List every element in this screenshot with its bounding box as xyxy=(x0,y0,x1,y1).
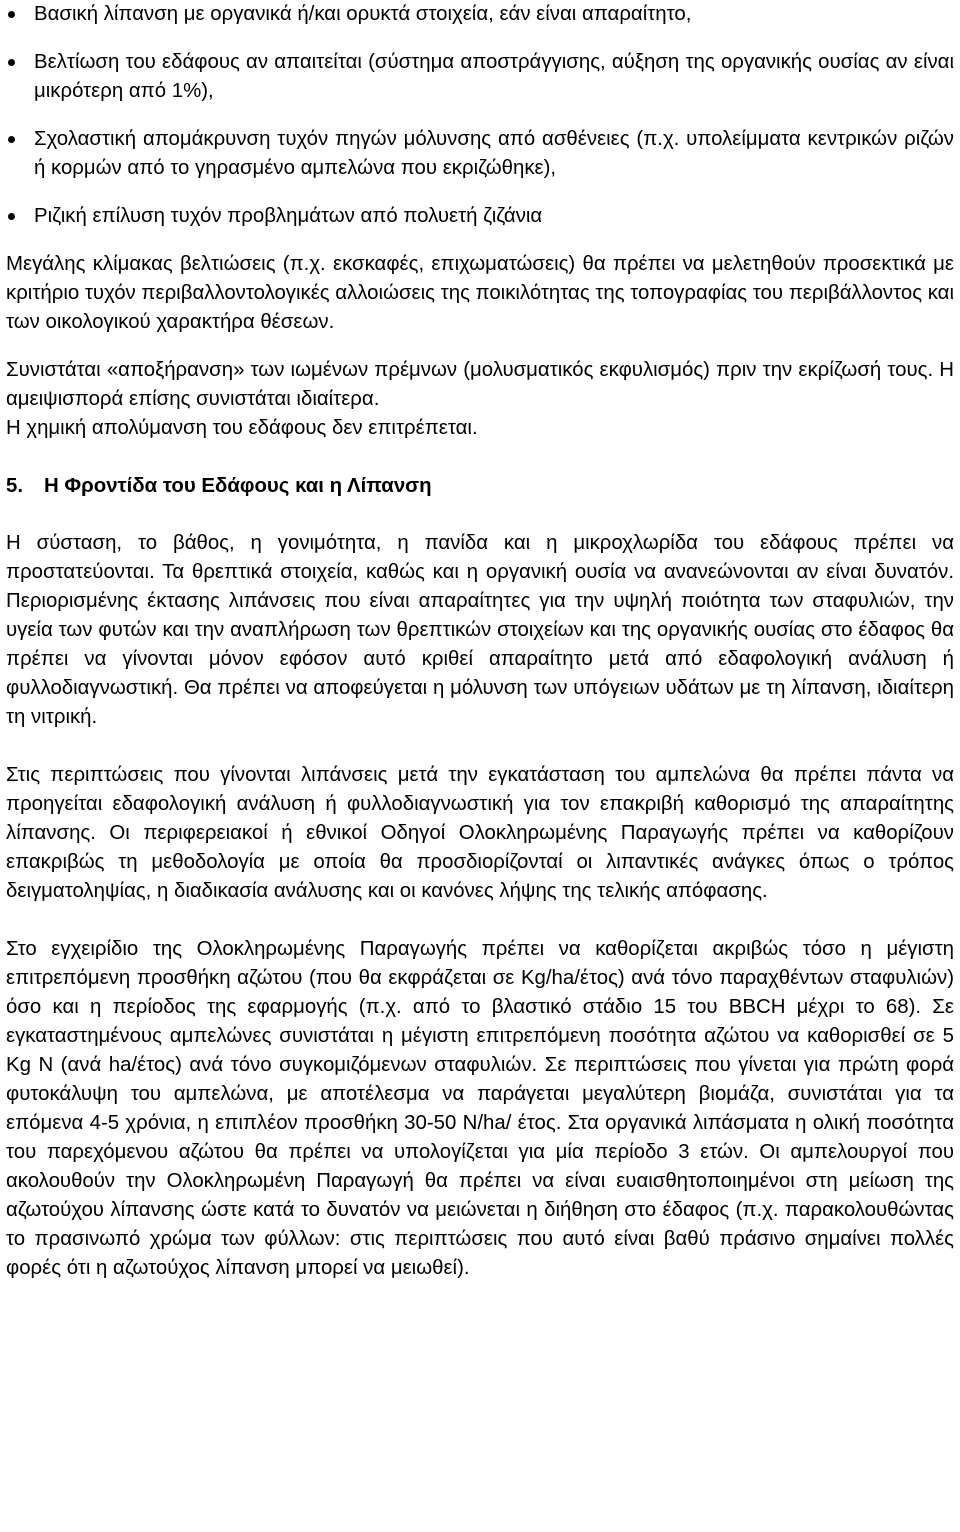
paragraph-line: Η χημική απολύμανση του εδάφους δεν επιτρέπεται. xyxy=(6,417,478,439)
document-page xyxy=(6,0,954,1283)
list-item xyxy=(6,202,954,231)
list-item xyxy=(6,48,954,106)
paragraph-line: Συνιστάται «αποξήρανση» των ιωμένων πρέμνων (μολυσματικός εκφυλισμός) πριν την εκρίζωσή τους. Η αμειψισπορά επίσης συνιστάται ιδιαίτερα. xyxy=(6,359,954,410)
list-item-text: Ριζική επίλυση τυχόν προβλημάτων από πολυετή ζιζάνια xyxy=(34,205,543,227)
list-item-text: Σχολαστική απομάκρυνση τυχόν πηγών μόλυνσης από ασθένειες (π.χ. υπολείμματα κεντρικών ριζών ή κορμών από το γηρασμένο αμπελώνα που εκριζώθηκε), xyxy=(34,128,954,179)
paragraph-large-scale-improvements: Μεγάλης κλίμακας βελτιώσεις (π.χ. εκσκαφές, επιχωματώσεις) θα πρέπει να μελετηθούν προσεκτικά με κριτήριο τυχόν περιβαλλοντολογικές αλλοιώσεις της ποικιλότητας της τοπογραφίας του περιβάλλοντος και των οικολογικού χαρακτήρα θέσεων. xyxy=(6,253,954,333)
paragraph-production-guide: Στο εγχειρίδιο της Ολοκληρωμένης Παραγωγής πρέπει να καθορίζεται ακριβώς τόσο η μέγιστη επιτρεπόμενη προσθήκη αζώτου (που θα εκφράζεται σε Kg/ha/έτος) ανά τόνο παραχθέντων σταφυλιών) όσο και η περίοδος της εφαρμογής (π.χ. από το βλαστικό στάδιο 15 του BBCH μέχρι το 68). Σε εγκαταστημένους αμπελώνες συνιστάται η μέγιστη επιτρεπόμενη ποσότητα αζώτου να καθορισθεί σε 5 Kg N (ανά ha/έτος) ανά τόνο συγκομιζόμενων σταφυλιών. Σε περιπτώσεις που γίνεται για πρώτη φορά φυτοκάλυψη του αμπελώνα, με αποτέλεσμα να παράγεται μεγαλύτερη βιομάζα, συνιστάται για τα επόμενα 4-5 χρόνια, η επιπλέον προσθήκη 30-50 N/ha/ έτος. Στα οργανικά λιπάσματα η ολική ποσότητα του παρεχόμενου αζώτου θα πρέπει να υπολογίζεται για μία περίοδο 3 ετών. Οι αμπελουργοί που ακολουθούν την Ολοκληρωμένη Παραγωγή θα πρέπει να είναι ευαισθητοποιημένοι στη μείωση της αζωτούχου λίπανσης ώστε κατά το δυνατόν να μειώνεται η διήθηση στο έδαφος (π.χ. παρακολουθώντας το πρασινωπό χρώμα των φύλλων: στις περιπτώσεις που αυτό είναι βαθύ πράσινο σημαίνει πολλές φορές ότι η αζωτούχος λίπανση μπορεί να μειωθεί). xyxy=(6,938,954,1279)
section-title: Η Φροντίδα του Εδάφους και η Λίπανση xyxy=(44,475,432,497)
section-heading xyxy=(6,472,954,501)
paragraph-soil-care: Η σύσταση, το βάθος, η γονιμότητα, η πανίδα και η μικροχλωρίδα του εδάφους πρέπει να προστατεύονται. Τα θρεπτικά στοιχεία, καθώς και η οργανική ουσία να ανανεώνονται αν είναι δυνατόν. Περιορισμένης έκτασης λιπάνσεις που είναι απαραίτητες για την υψηλή ποιότητα των σταφυλιών, την υγεία των φυτών και την αναπλήρωση των θρεπτικών στοιχείων και της οργανικής ουσίας στο έδαφος θα πρέπει να γίνονται μόνον εφόσον αυτό κριθεί απαραίτητο μετά από εδαφολογική ανάλυση ή φυλλοδιαγνωστική. Θα πρέπει να αποφεύγεται η μόλυνση των υπόγειων υδάτων με τη λίπανση, ιδιαίτερη τη νιτρική. xyxy=(6,532,954,728)
list-item xyxy=(6,0,954,29)
list-item-text: Βελτίωση του εδάφους αν απαιτείται (σύστημα αποστράγγισης, αύξηση της οργανικής ουσίας αν είναι μικρότερη από 1%), xyxy=(34,51,954,102)
paragraph-fertilization-cases: Στις περιπτώσεις που γίνονται λιπάνσεις μετά την εγκατάσταση του αμπελώνα θα πρέπει πάντα να προηγείται εδαφολογική ανάλυση ή φυλλοδιαγνωστική για τον επακριβή καθορισμό της απαραίτητης λίπανσης. Οι περιφερειακοί ή εθνικοί Οδηγοί Ολοκληρωμένης Παραγωγής πρέπει να καθορίζουν επακριβώς τη μεθοδολογία με οποία θα προσδιορίζονταί οι λιπαντικές ανάγκες όπως ο τρόπος δειγματοληψίας, η διαδικασία ανάλυσης και οι κανόνες λήψης της τελικής απόφασης. xyxy=(6,764,954,902)
bullet-list xyxy=(6,0,954,231)
section-number: 5. xyxy=(6,475,24,497)
list-item xyxy=(6,125,954,183)
bullet-icon xyxy=(8,11,15,18)
bullet-icon xyxy=(8,213,15,220)
list-item-text: Βασική λίπανση με οργανικά ή/και ορυκτά στοιχεία, εάν είναι απαραίτητο, xyxy=(34,3,692,25)
paragraph-recommendations xyxy=(6,356,954,443)
bullet-icon xyxy=(8,136,15,143)
bullet-icon xyxy=(8,59,15,66)
